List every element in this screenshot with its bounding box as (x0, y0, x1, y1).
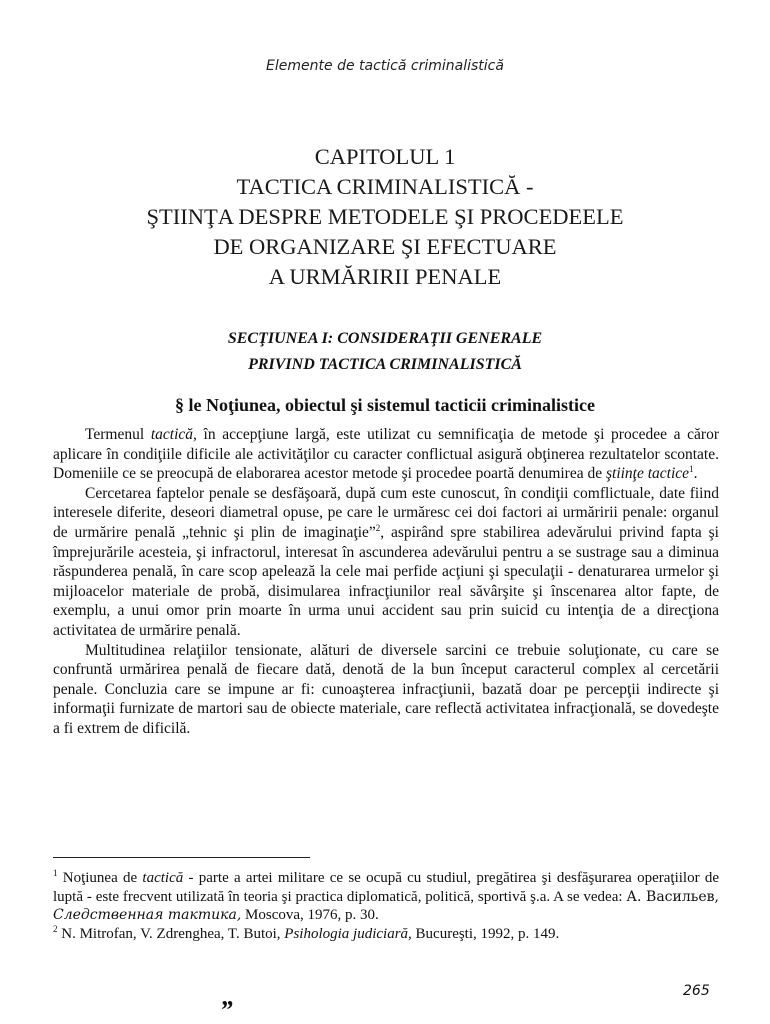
p1-italic-b: ştiinţe tactice (605, 465, 690, 483)
fn1-italic-a: tactică (142, 870, 184, 886)
footnote-ref-2[interactable]: 2 (375, 522, 381, 533)
section-title-line-1: SECŢIUNEA I: CONSIDERAŢII GENERALE (227, 330, 543, 347)
paragraph-2 (53, 484, 719, 641)
footnote-2 (53, 925, 719, 944)
p2-text-b: , aspirând spre stabilirea adevărului privind fapta şi împrejurările acesteia, şi infractorul, interesat în ascunderea adevărului pentru a se sustrage sau a diminua răspunderea penală, în care scop apelează la cele mai perfide acţiuni şi speculaţii - denaturarea urmelor şi mijloacelor materiale de probă, disimularea infracţiunilor real săvârşite şi înscenarea altor fapte, de exemplu, a unui omor prin moarte în urma unui accident sau prin suicid cu intenţia de a direcţiona activitatea de urmărire penală. (53, 523, 719, 639)
footer-mark: „ (222, 982, 235, 1011)
footnote-2-number: 2 (53, 923, 58, 934)
fn1-ru-title: Следственная тактика, (53, 907, 242, 923)
fn2-text-a: N. Mitrofan, V. Zdrenghea, T. Butoi, (57, 925, 285, 942)
p1-text-b: în accepţiune largă, este utilizat cu semnificaţia de metode şi procedee a căror aplicare în condiţiile dificile ale activităţilor cu caracter conflictual asigură obţinerea rezultatelor scontate. Domeniile ce se preocupă de elaborarea acestor metode şi procedee poartă denumirea de (53, 426, 719, 483)
p1-text-c: . (693, 465, 698, 483)
fn1-text-a: Noţiunea de (57, 870, 143, 886)
p1-italic-a: tactică, (150, 426, 197, 443)
paragraph-1 (53, 425, 719, 484)
section-heading (0, 326, 770, 378)
chapter-title-line-4: A URMĂRIRII PENALE (268, 264, 502, 289)
footnote-ref-1[interactable]: 1 (689, 464, 694, 475)
paragraph-title: § le Noţiunea, obiectul şi sistemul tacticii criminalistice (175, 395, 595, 415)
footnotes (53, 869, 719, 943)
chapter-title-line-3: DE ORGANIZARE ŞI EFECTUARE (213, 234, 557, 259)
chapter-heading (0, 142, 770, 292)
section-title-line-2: PRIVIND TACTICA CRIMINALISTICĂ (248, 356, 522, 373)
footnote-divider (53, 857, 310, 858)
running-header: Elemente de tactică criminalistică (266, 58, 504, 74)
body-text (53, 425, 719, 739)
chapter-title-line-1: TACTICA CRIMINALISTICĂ - (236, 174, 534, 199)
chapter-title-line-2: ŞTIINŢA DESPRE METODELE ŞI PROCEDEELE (146, 204, 624, 229)
p1-text-a: Termenul (85, 426, 151, 443)
fn2-text-b: Bucureşti, 1992, p. 149. (411, 925, 560, 942)
fn1-text-c: Moscova, 1976, p. 30. (241, 907, 379, 923)
p2-text-a: Cercetarea faptelor penale se desfăşoară, după cum este cunoscut, în condiţii comflictuale, date fiind interesele diferite, deseori diametral opuse, pe care le urmăresc cei doi factori ai urmăririi penale: organul de urmărire penală „tehnic şi plin de imaginaţie” (53, 484, 719, 541)
paragraph-3: Multitudinea relaţiilor tensionate, alături de diversele sarcini ce trebuie soluţionate, cu care se confruntă urmărirea penală de fiecare dată, denotă de la bun început caracterul complex al cercetării penale. Concluzia care se impune ar fi: cunoaşterea infracţiunii, bazată doar pe percepţii indirecte şi informaţii furnizate de martori sau de obiecte materiale, care reflectă activitatea infracţională, se dovedeşte a fi extrem de dificilă. (53, 641, 719, 737)
page-number: 265 (683, 983, 710, 999)
fn1-ru-author: А. Васильев, (626, 888, 719, 905)
fn1-text-b: - parte a artei militare ce se ocupă cu studiul, pregătirea şi desfăşurarea operaţiilor de luptă - este frecvent utilizată în teoria şi practica diplomatică, politică, sportivă ş.a. A se vedea: (53, 870, 719, 905)
chapter-number: CAPITOLUL 1 (314, 144, 456, 169)
footnote-1-number: 1 (53, 868, 58, 878)
fn2-italic-a: Psihologia judiciară, (284, 925, 412, 942)
footnote-1 (53, 869, 719, 925)
